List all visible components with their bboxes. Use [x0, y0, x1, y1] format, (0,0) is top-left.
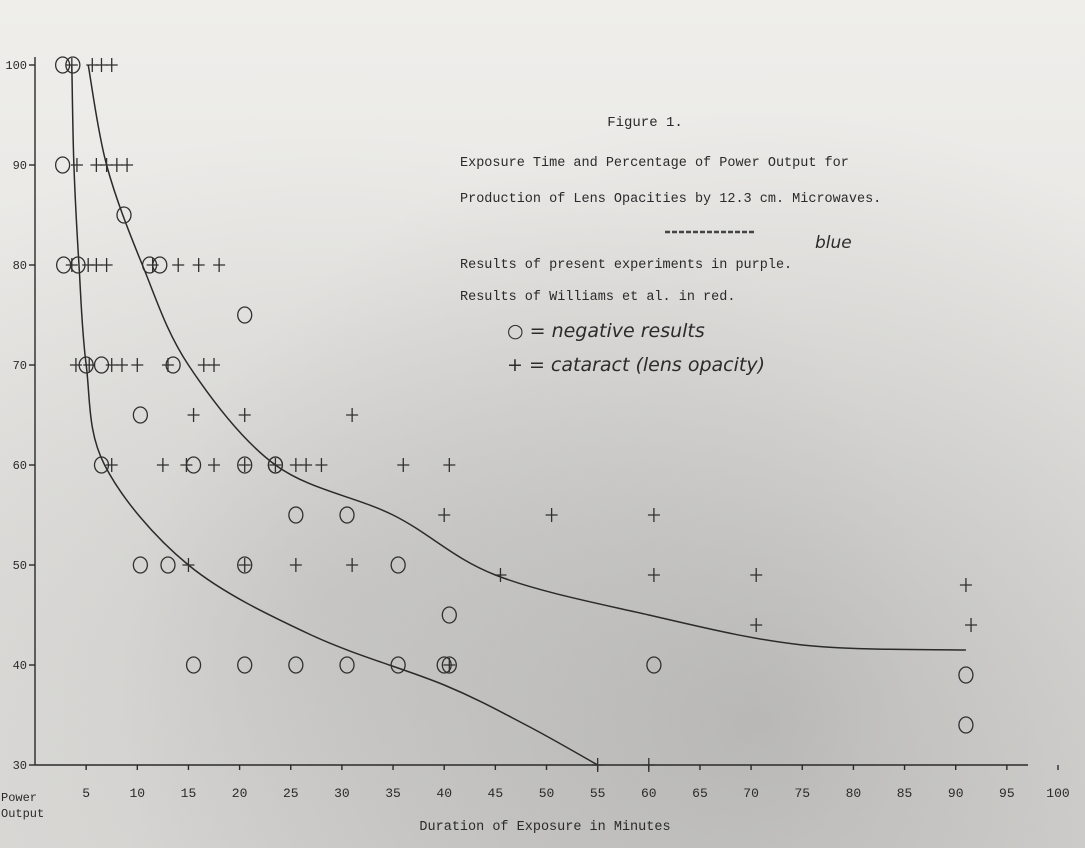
cataract-point — [960, 578, 972, 592]
cataract-point — [269, 458, 281, 472]
x-tick-label: 45 — [487, 786, 504, 801]
cataract-point — [346, 558, 358, 572]
y-axis-label-line-1: Power — [1, 791, 38, 805]
x-tick-label: 5 — [82, 786, 91, 801]
y-tick-label: 30 — [12, 759, 27, 773]
negative-result-point — [187, 657, 201, 673]
cataract-point — [71, 158, 83, 172]
chart-subtitle-line-1: Exposure Time and Percentage of Power Output for — [460, 156, 849, 171]
cataract-point — [208, 358, 220, 372]
x-tick-label: 30 — [334, 786, 350, 801]
y-tick-label: 40 — [12, 659, 27, 673]
y-tick-label: 50 — [12, 559, 27, 573]
y-tick-label: 90 — [12, 159, 27, 173]
cataract-point — [162, 358, 174, 372]
x-tick-label: 90 — [947, 786, 964, 801]
cataract-point — [592, 758, 604, 772]
handwritten-legend-negative: ○ = negative results — [507, 320, 705, 342]
x-tick-label: 25 — [282, 786, 299, 801]
cataract-point — [750, 568, 762, 582]
cataract-point — [438, 508, 450, 522]
cataract-point — [172, 258, 184, 272]
cataract-point — [494, 568, 506, 582]
cataract-point — [101, 158, 113, 172]
cataract-point — [182, 558, 194, 572]
x-tick-label: 10 — [129, 786, 146, 801]
cataract-point — [239, 558, 251, 572]
negative-result-point — [238, 307, 252, 323]
cataract-point — [188, 408, 200, 422]
cataract-point — [66, 258, 78, 272]
negative-result-point — [647, 657, 661, 673]
negative-result-point — [238, 657, 252, 673]
negative-result-point — [289, 657, 303, 673]
x-tick-label: 95 — [999, 786, 1015, 801]
cataract-point — [90, 258, 102, 272]
cataract-point — [198, 358, 210, 372]
cataract-point — [397, 458, 409, 472]
cataract-point — [131, 358, 143, 372]
cataract-point — [121, 158, 133, 172]
handwritten-correction: blue — [815, 233, 852, 253]
cataract-point — [290, 558, 302, 572]
figure-title: Figure 1. — [607, 115, 683, 131]
negative-result-point — [56, 157, 70, 173]
cataract-point — [208, 458, 220, 472]
cataract-point — [101, 258, 113, 272]
cataract-point — [90, 158, 102, 172]
negative-result-point — [391, 657, 405, 673]
y-axis-label-line-2: Output — [1, 807, 45, 821]
cataract-point — [648, 508, 660, 522]
x-tick-label: 85 — [896, 786, 913, 801]
cataract-point — [106, 58, 118, 72]
cataract-point — [239, 408, 251, 422]
cataract-point — [290, 458, 302, 472]
y-tick-label: 70 — [12, 359, 27, 373]
cataract-point — [443, 458, 455, 472]
cataract-point — [965, 618, 977, 632]
negative-result-point — [959, 717, 973, 733]
cataract-point — [643, 758, 655, 772]
cataract-point — [239, 458, 251, 472]
cataract-point — [300, 458, 312, 472]
x-tick-label: 65 — [692, 786, 708, 801]
cataract-point — [750, 618, 762, 632]
x-tick-label: 55 — [589, 786, 606, 801]
x-tick-label: 70 — [743, 786, 759, 801]
chart-subtitle-line-2: Production of Lens Opacities by 12.3 cm. Microwaves. — [460, 192, 882, 207]
cataract-point — [546, 508, 558, 522]
cataract-point — [157, 458, 169, 472]
negative-result-point — [340, 657, 354, 673]
legend-line-2: Results of Williams et al. in red. — [460, 290, 736, 305]
negative-result-point — [340, 507, 354, 523]
cataract-point — [315, 458, 327, 472]
negative-result-point — [133, 407, 147, 423]
negative-result-point — [959, 667, 973, 683]
x-tick-label: 15 — [180, 786, 197, 801]
x-tick-label: 50 — [538, 786, 555, 801]
cataract-point — [648, 568, 660, 582]
negative-result-point — [442, 607, 456, 623]
y-tick-label: 100 — [5, 59, 27, 73]
negative-result-point — [133, 557, 147, 573]
handwritten-legend-cataract: + = cataract (lens opacity) — [507, 354, 766, 376]
cataract-point — [111, 158, 123, 172]
x-tick-label: 60 — [640, 786, 657, 801]
y-tick-label: 80 — [12, 259, 27, 273]
negative-result-point — [117, 207, 131, 223]
y-tick-label: 60 — [12, 459, 27, 473]
x-tick-label: 80 — [845, 786, 862, 801]
cataract-point — [95, 58, 107, 72]
cataract-point — [346, 408, 358, 422]
x-tick-label: 100 — [1046, 786, 1070, 801]
x-tick-label: 40 — [436, 786, 453, 801]
x-axis-label: Duration of Exposure in Minutes — [419, 820, 671, 835]
x-tick-label: 35 — [385, 786, 401, 801]
negative-result-point — [289, 507, 303, 523]
legend-line-1: Results of present experiments in purple. — [460, 258, 793, 273]
negative-result-point — [161, 557, 175, 573]
cataract-point — [443, 658, 455, 672]
x-tick-label: 75 — [794, 786, 811, 801]
cataract-point — [193, 258, 205, 272]
cataract-point — [147, 258, 159, 272]
cataract-point — [180, 458, 192, 472]
x-tick-label: 20 — [231, 786, 248, 801]
cataract-point — [213, 258, 225, 272]
cataract-point — [116, 358, 128, 372]
negative-result-point — [391, 557, 405, 573]
